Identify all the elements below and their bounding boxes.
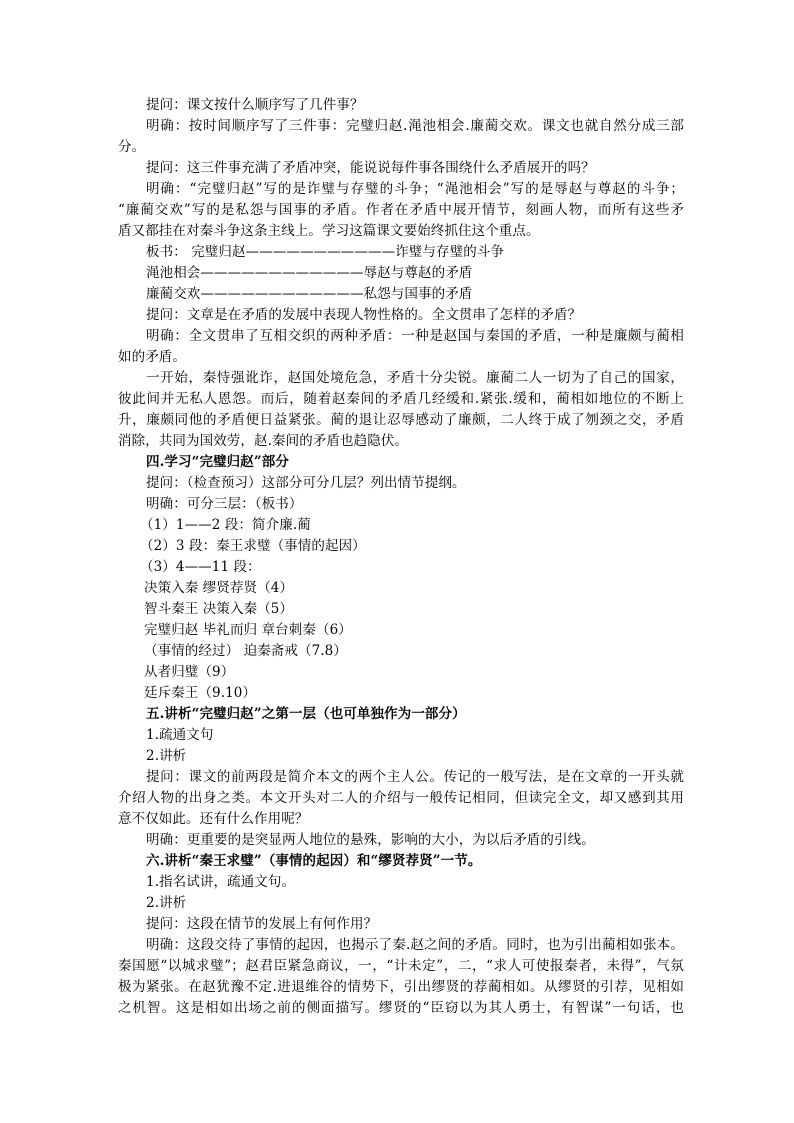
text-line: 明确：全文贯串了互相交织的两种矛盾：一种是赵国与秦国的矛盾，一种是廉颇与蔺相 [146,328,684,344]
section-heading: 四.学习“完璧归赵”部分 [146,454,289,470]
text-line: 明确：可分三层：（板书） [146,496,303,512]
outline-item: 决策入秦 缪贤荐贤（4） [144,580,294,596]
blackboard-line: 廉蔺交欢————————————私怨与国事的矛盾 [146,286,473,302]
text-line: 明确：更重要的是突显两人地位的悬殊，影响的大小，为以后矛盾的引线。 [146,832,595,848]
text-line: 明确：这段交待了事情的起因，也揭示了秦.赵之间的矛盾。同时，也为引出蔺相如张本。 [146,937,684,953]
section-heading: 六.讲析“秦王求璧”（事情的起因）和“缪贤荐贤”一节。 [146,853,482,869]
text-line: 之机智。这是相如出场之前的侧面描写。缪贤的“臣窃以为其人勇士，有智谋”一句话，也 [118,1000,684,1016]
text-line: 明确：按时间顺序写了三件事：完璧归赵.渑池相会.廉蔺交欢。课文也就自然分成三部 [146,118,684,134]
text-line: 明确：“完璧归赵”写的是诈璧与存璧的斗争；“渑池相会”写的是辱赵与尊赵的斗争； [146,181,684,197]
outline-item: （1）1——2 段：简介廉.蔺 [140,517,311,533]
text-line: 2.讲析 [146,748,187,764]
section-heading: 五.讲析“完璧归赵”之第一层（也可单独作为一部分） [146,706,466,722]
text-line: 一开始，秦恃强讹诈，赵国处境危急，矛盾十分尖锐。廉蔺二人一切为了自己的国家， [146,370,684,386]
text-line: “廉蔺交欢”写的是私怨与国事的矛盾。作者在矛盾中展开情节，刻画人物，而所有这些矛 [118,202,684,218]
document-page [118,95,684,1019]
outline-item: 廷斥秦王（9.10） [144,685,257,701]
blackboard-line: 渑池相会————————————辱赵与尊赵的矛盾 [146,265,473,281]
text-line: 提问：（检查预习）这部分可分几层？列出情节提纲。 [146,475,466,491]
outline-item: （2）3 段：秦王求璧（事情的起因） [140,538,366,554]
blackboard-line: 板书： 完璧归赵———————————诈璧与存璧的斗争 [146,244,504,260]
text-line: 提问：课文的前两段是简介本文的两个主人公。传记的一般写法，是在文章的一开头就 [146,769,684,785]
text-line: 秦国愿“以城求璧”；赵君臣紧急商议，一，“计未定”，二，“求人可使报秦者，未得”，气氛 [118,958,684,974]
outline-item: 完璧归赵 毕礼而归 章台刺秦（6） [144,622,352,638]
text-line: 提问：文章是在矛盾的发展中表现人物性格的。全文贯串了怎样的矛盾？ [146,307,582,323]
text-line: 介绍人物的出身之类。本文开头对二人的介绍与一般传记相同，但读完全文，却又感到其用 [118,790,684,806]
text-line: 消除，共同为国效劳，赵.秦间的矛盾也趋隐伏。 [118,433,408,449]
text-line: 意不仅如此。还有什么作用呢？ [118,811,309,827]
text-line: 盾又都挂在对秦斗争这条主线上。学习这篇课文要始终抓住这个重点。 [118,223,540,239]
text-line: 如的矛盾。 [118,349,186,365]
text-line: 极为紧张。在赵犹豫不定.进退维谷的情势下，引出缪贤的荐蔺相如。从缪贤的引荐，见相如 [118,979,684,995]
text-line: 升，廉颇同他的矛盾便日益紧张。蔺的退让忍辱感动了廉颇，二人终于成了刎颈之交，矛盾 [118,412,684,428]
outline-item: 智斗秦王 决策入秦（5） [144,601,294,617]
outline-item: 从者归璧（9） [144,664,235,680]
text-line: 2.讲析 [146,895,187,911]
outline-item: （3）4——11 段： [140,559,261,575]
text-line: 1.指名试讲，疏通文句。 [146,874,296,890]
outline-item: （事情的经过） 迫秦斋戒（7.8） [144,643,347,659]
text-line: 分。 [118,139,146,155]
text-line: 提问：课文按什么顺序写了几件事？ [146,97,364,113]
text-line: 提问：这段在情节的发展上有何作用？ [146,916,378,932]
text-line: 彼此间并无私人恩怨。而后，随着赵秦间的矛盾几经缓和.紧张.缓和，蔺相如地位的不断上 [118,391,684,407]
text-line: 提问：这三件事充满了矛盾冲突，能说说每件事各围绕什么矛盾展开的吗？ [146,160,595,176]
text-line: 1.疏通文句 [146,727,214,743]
